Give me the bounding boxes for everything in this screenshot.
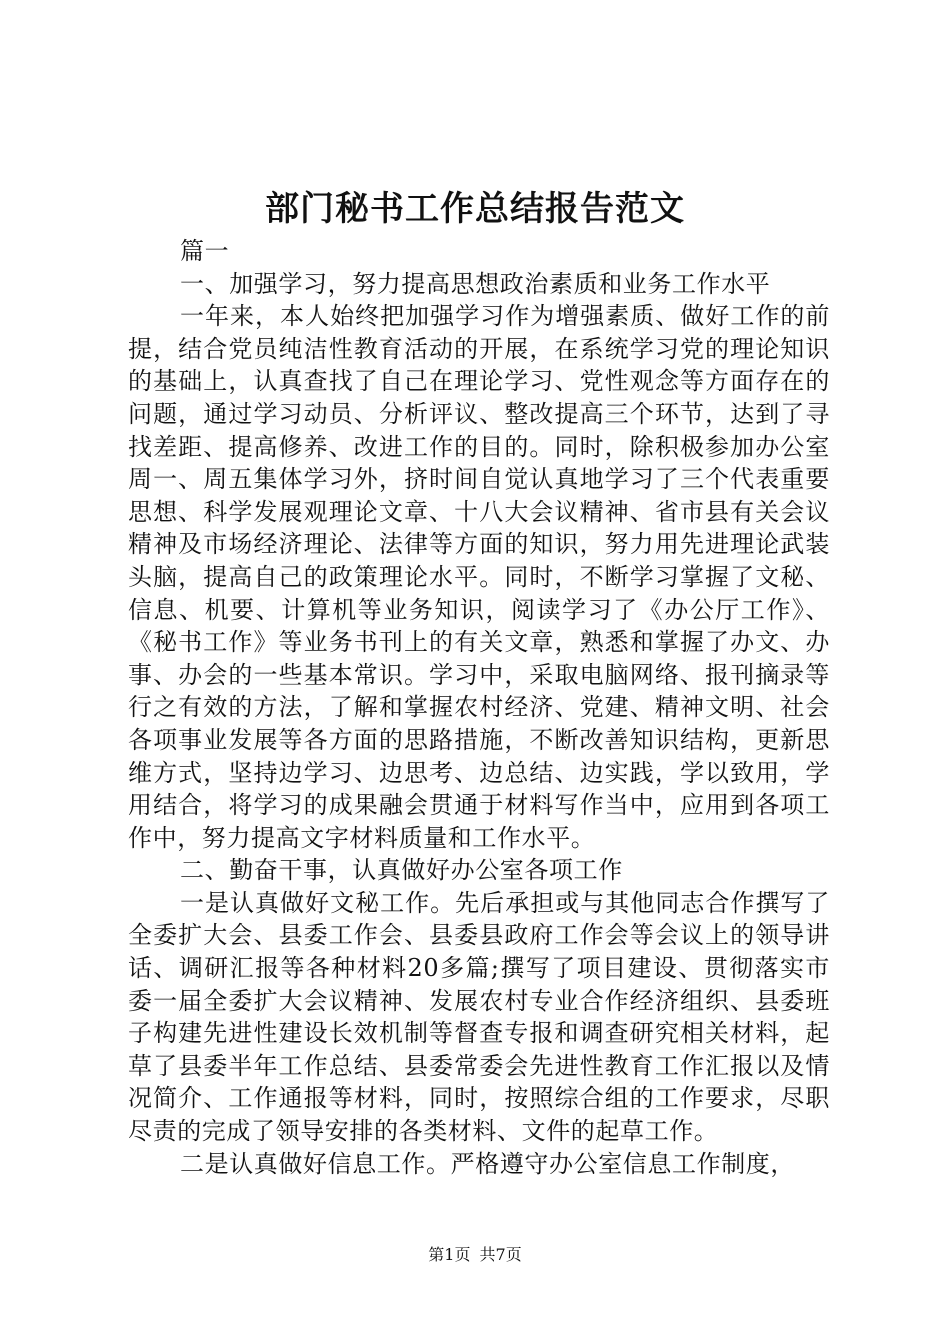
document-body [128,235,830,1180]
page-footer [0,1244,950,1266]
body-paragraph: 一年来，本人始终把加强学习作为增强素质、做好工作的前提，结合党员纯洁性教育活动的开展，在系统学习党的理论知识的基础上，认真查找了自己在理论学习、党性观念等方面存在的问题，通过学习动员、分析评议、整改提高三个环节，达到了寻找差距、提高修养、改进工作的目的。同时，除积极参加办公室周一、周五集体学习外，挤时间自觉认真地学习了三个代表重要思想、科学发展观理论文章、十八大会议精神、省市县有关会议精神及市场经济理论、法律等方面的知识，努力用先进理论武装头脑，提高自己的政策理论水平。同时，不断学习掌握了文秘、信息、机要、计算机等业务知识，阅读学习了《办公厅工作》、《秘书工作》等业务书刊上的有关文章，熟悉和掌握了办文、办事、办会的一些基本常识。学习中，采取电脑网络、报刊摘录等行之有效的方法，了解和掌握农村经济、党建、精神文明、社会各项事业发展等各方面的思路措施，不断改善知识结构，更新思维方式，坚持边学习、边思考、边总结、边实践，学以致用，学用结合，将学习的成果融会贯通于材料写作当中，应用到各项工作中，努力提高文字材料质量和工作水平。 [128,302,830,852]
page-number: 第1页 [428,1245,471,1264]
body-paragraph: 二是认真做好信息工作。严格遵守办公室信息工作制度， [180,1149,795,1178]
section-heading: 二、勤奋干事，认真做好办公室各项工作 [180,856,623,885]
body-paragraph: 一是认真做好文秘工作。先后承担或与其他同志合作撰写了全委扩大会、县委工作会、县委县政府工作会等会议上的领导讲话、调研汇报等各种材料20多篇;撰写了项目建设、贯彻落实市委一届全委扩大会议精神、发展农村专业合作经济组织、县委班子构建先进性建设长效机制等督查专报和调查研究相关材料，起草了县委半年工作总结、县委常委会先进性教育工作汇报以及情况简介、工作通报等材料，同时，按照综合组的工作要求，尽职尽责的完成了领导安排的各类材料、文件的起草工作。 [128,888,830,1146]
page-total: 共7页 [479,1245,522,1264]
document-title: 部门秘书工作总结报告范文 [265,189,685,229]
section-heading: 一、加强学习，努力提高思想政治素质和业务工作水平 [180,269,771,298]
section-label: 篇一 [180,237,230,265]
